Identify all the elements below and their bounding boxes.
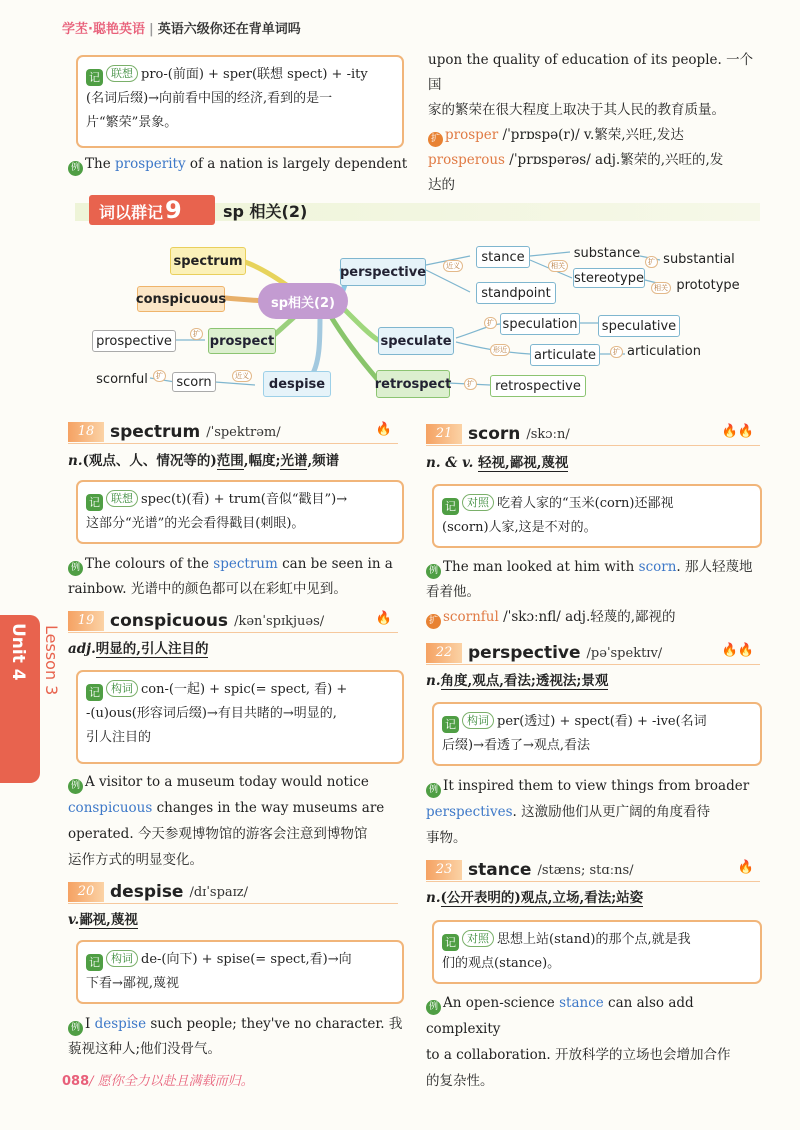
example-icon: 例 [68, 161, 83, 176]
example-icon: 例 [426, 1000, 441, 1015]
mm-tag: 近义 [443, 260, 463, 272]
box-line: (名词后缀)→向前看中国的经济,看到的是一 [86, 91, 333, 107]
entry-word: perspective [468, 643, 581, 663]
page-footer: 088/ 愿你全力以赴且满载而归。 [62, 1074, 254, 1089]
spectrum-example: 例 The colours of the spectrum can be seen in a rainbow. 光谱中的颜色都可以在彩虹中见到。 [68, 556, 393, 597]
header-title: 英语六级你还在背单词吗 [157, 22, 301, 37]
mm-conspicuous: conspicuous [137, 286, 225, 312]
keyword: prosperous [428, 152, 505, 168]
entry-number: 19 [68, 611, 104, 631]
frequency-icon: 🔥 [737, 860, 754, 875]
perspective-memory-box: 记 构词 per(透过) + spect(看) + -ive(名词 后缀)→看透了→观点,看法 [432, 702, 762, 766]
entry-phonetic: /kənˈspɪkjuəs/ [234, 613, 325, 629]
entry-word: scorn [468, 424, 521, 444]
page-header: 学苤·聪艳英语 | 英语六级你还在背单词吗 [62, 22, 301, 37]
mm-tag: 扩 [464, 378, 477, 390]
entry-despise-head [68, 880, 398, 904]
mm-stereotype: stereotype [573, 268, 645, 288]
entry-word: spectrum [110, 422, 201, 442]
memory-tag: 对照 [462, 494, 494, 511]
mm-substantial: substantial [663, 251, 735, 267]
entry-word: despise [110, 882, 184, 902]
box-line: 片“繁荣”景象。 [86, 115, 178, 131]
mm-tag: 形近 [490, 344, 510, 356]
entry-phonetic: /skɔːn/ [526, 426, 570, 442]
memory-icon: 记 [86, 494, 103, 511]
mm-tag: 扩 [153, 370, 166, 382]
conspicuous-memory-box: 记 构词 con-(一起) + spic(= spect, 看) + -(u)ous(形容词后缀)→有目共睹的→明显的, 引人注目的 [76, 670, 404, 764]
entry-stance-head [426, 858, 760, 882]
example-icon: 例 [68, 1021, 83, 1036]
memory-icon: 记 [86, 684, 103, 701]
entry-despise-def: v.鄙视,蔑视 [68, 912, 138, 928]
footer-motto: 愿你全力以赴且满载而归。 [97, 1074, 254, 1089]
entry-scorn-def: n. & v. 轻视,鄙视,蔑视 [426, 455, 569, 471]
entry-number: 22 [426, 643, 462, 663]
example-icon: 例 [68, 561, 83, 576]
entry-word: stance [468, 860, 532, 880]
lesson-label: Lesson 3 [42, 625, 61, 696]
mm-retrospect: retrospect [376, 370, 450, 398]
prosperity-memory-box [76, 55, 404, 148]
spectrum-memory-box: 记 联想 spec(t)(看) + trum(音似“戳目”)→ 这部分“光谱”的光会看得戳目(刺眼)。 [76, 480, 404, 544]
frequency-icon: 🔥 [375, 422, 392, 437]
frequency-icon: 🔥🔥 [721, 643, 754, 658]
extension-icon: 扩 [426, 614, 441, 629]
frequency-icon: 🔥 [375, 611, 392, 626]
entry-phonetic: /ˈspektrəm/ [206, 424, 281, 440]
entry-spectrum-def: n.(观点、人、情况等的)范围,幅度;光谱,频谱 [68, 453, 340, 469]
entry-conspicuous-head [68, 609, 398, 633]
page-number: 088 [62, 1074, 90, 1089]
mm-speculative: speculative [598, 315, 680, 337]
mm-substance: substance [573, 245, 641, 261]
mm-stance: stance [476, 246, 530, 268]
section-label: 词以群记9 [89, 195, 215, 225]
despise-memory-box: 记 构词 de-(向下) + spise(= spect,看)→向 下看→鄙视,蔑视 [76, 940, 404, 1004]
section-banner [75, 195, 760, 227]
entry-phonetic: /stæns; stɑːns/ [537, 862, 634, 878]
mm-prototype: prototype [676, 277, 740, 293]
keyword: prosperity [114, 156, 186, 172]
memory-tag: 对照 [462, 930, 494, 947]
mm-center: sp相关(2) [258, 283, 348, 319]
memory-icon: 记 [442, 934, 459, 951]
scorn-example: 例 The man looked at him with scorn. 那人轻蔑地 看着他。 扩 scornful /ˈskɔːnfl/ adj.轻蔑的,鄙视的 [426, 555, 761, 630]
mm-prospective: prospective [92, 330, 176, 352]
mm-speculate: speculate [378, 327, 454, 355]
extension-icon: 扩 [428, 132, 443, 147]
example-icon: 例 [426, 783, 441, 798]
mm-standpoint: standpoint [476, 282, 556, 304]
mm-tag: 扩 [610, 346, 623, 358]
mm-scornful: scornful [96, 371, 148, 387]
perspective-example: 例 It inspired them to view things from broader perspectives. 这激励他们从更广阔的角度看待 事物。 [426, 778, 750, 846]
entry-stance-def: n.(公开表明的)观点,立场,看法;站姿 [426, 890, 644, 906]
mm-articulate: articulate [530, 344, 600, 366]
memory-tag: 构词 [462, 712, 494, 729]
entry-conspicuous-def: adj.明显的,引人注目的 [68, 641, 209, 657]
entry-perspective-def: n.角度,观点,看法;透视法;景观 [426, 673, 609, 689]
header-brand: 学苤·聪艳英语 [62, 22, 145, 37]
mm-speculation: speculation [500, 313, 580, 335]
entry-spectrum-head [68, 420, 398, 444]
despise-example: 例 I despise such people; they've no character. 我 藐视这种人;他们没骨气。 [68, 1016, 403, 1057]
memory-icon: 记 [442, 498, 459, 515]
memory-tag: 构词 [106, 680, 138, 697]
mm-tag: 扩 [190, 328, 203, 340]
memory-icon: 记 [442, 716, 459, 733]
entry-number: 21 [426, 424, 462, 444]
memory-tag: 联想 [106, 490, 138, 507]
unit-tab [0, 615, 61, 783]
section-title: sp 相关(2) [223, 202, 308, 221]
entry-number: 18 [68, 422, 104, 442]
mm-despise: despise [263, 371, 331, 397]
prosperity-example-cont: upon the quality of education of its people. 一个国 家的繁荣在很大程度上取决于其人民的教育质量。 扩 prosper /ˈprɒspə(r)/ v.繁荣,兴旺,发达 prosperous /ˈprɒspərəs/ adj.繁荣的,兴旺的,发 达的 [428, 52, 754, 193]
keyword: prosper [445, 127, 499, 143]
memory-icon: 记 [86, 954, 103, 971]
box-line: pro-(前面) + sper(联想 spect) + -ity [141, 67, 368, 82]
mm-tag: 近义 [232, 370, 252, 382]
example-icon: 例 [426, 564, 441, 579]
mm-spectrum: spectrum [170, 247, 246, 275]
conspicuous-example: 例 A visitor to a museum today would notice conspicuous changes in the way museums are operated. 今天参观博物馆的游客会注意到博物馆 运作方式的明显变化。 [68, 774, 385, 868]
stance-memory-box: 记 对照 思想上站(stand)的那个点,就是我 们的观点(stance)。 [432, 920, 762, 984]
stance-example: 例 An open-science stance can also add complexity to a collaboration. 开放科学的立场也会增加合作 的复杂性。 [426, 995, 731, 1089]
memory-tag: 联想 [106, 65, 138, 82]
mm-scorn: scorn [172, 372, 216, 392]
memory-icon: 记 [86, 69, 103, 86]
entry-word: conspicuous [110, 611, 229, 631]
mm-tag: 相关 [651, 282, 671, 294]
scorn-memory-box: 记 对照 吃着人家的“玉米(corn)还鄙视 (scorn)人家,这是不对的。 [432, 484, 762, 548]
entry-scorn-head [426, 422, 760, 446]
unit-label: Unit 4 [8, 623, 28, 681]
entry-number: 20 [68, 882, 104, 902]
example-icon: 例 [68, 779, 83, 794]
entry-phonetic: /pəˈspektɪv/ [586, 645, 663, 661]
mm-tag: 扩 [484, 317, 497, 329]
mm-tag: 扩 [645, 256, 658, 268]
memory-tag: 构词 [106, 950, 138, 967]
mm-articulation: articulation [627, 343, 701, 359]
prosperity-example: 例 The prosperity of a nation is largely dependent [68, 152, 408, 177]
mm-tag: 相关 [548, 260, 568, 272]
entry-phonetic: /dɪˈspaɪz/ [189, 884, 249, 900]
mm-perspective: perspective [340, 258, 426, 286]
entry-number: 23 [426, 860, 462, 880]
frequency-icon: 🔥🔥 [721, 424, 754, 439]
mm-retrospective: retrospective [490, 375, 586, 397]
mm-prospect: prospect [208, 328, 276, 354]
entry-perspective-head [426, 641, 760, 665]
